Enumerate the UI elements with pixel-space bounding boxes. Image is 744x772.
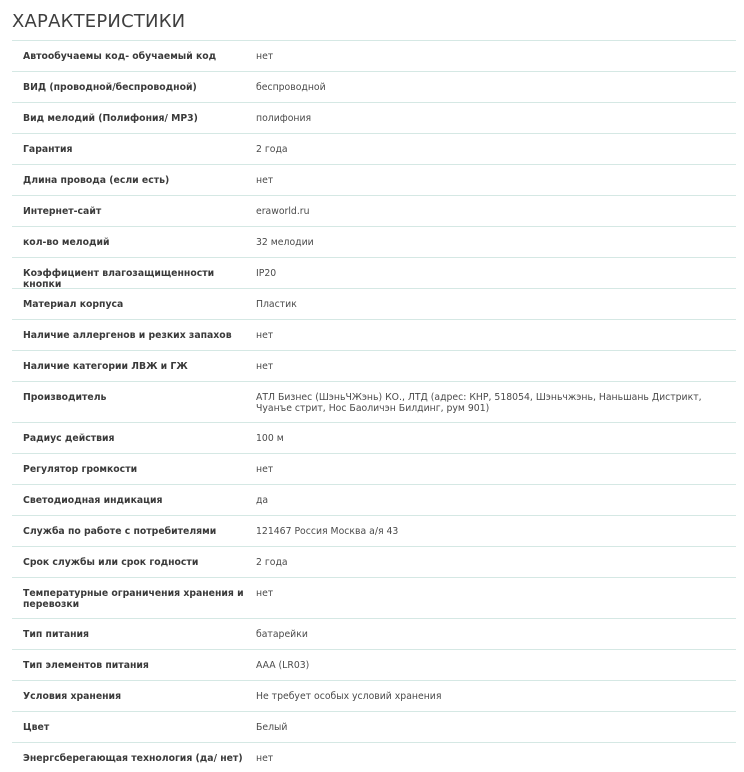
spec-row	[12, 743, 736, 772]
spec-label: Коэффициент влагозащищенности кнопки	[23, 268, 215, 290]
spec-label: Наличие аллергенов и резких запахов	[23, 330, 232, 341]
spec-value: АТЛ Бизнес (ШэньЧЖэнь) КО., ЛТД (адрес: КНР, 518054, Шэньчжэнь, Наньшань Дистрикт, Чуанъе стрит, Нос Баоличэн Билдинг, рум 901)	[256, 392, 702, 414]
spec-value: AAA (LR03)	[256, 660, 310, 671]
spec-label: Гарантия	[23, 144, 73, 155]
spec-value: Не требует особых условий хранения	[256, 691, 442, 702]
spec-value: нет	[256, 330, 274, 341]
spec-value: да	[256, 495, 269, 506]
spec-row	[12, 196, 736, 227]
spec-value: 121467 Россия Москва а/я 43	[256, 526, 399, 537]
spec-value: eraworld.ru	[256, 206, 310, 217]
spec-row	[12, 227, 736, 258]
spec-row	[12, 485, 736, 516]
spec-row	[12, 103, 736, 134]
spec-label: Условия хранения	[23, 691, 122, 702]
spec-row	[12, 578, 736, 619]
spec-label: Длина провода (если есть)	[23, 175, 170, 186]
spec-row	[12, 712, 736, 743]
spec-label: Вид мелодий (Полифония/ MP3)	[23, 113, 198, 124]
spec-row	[12, 289, 736, 320]
spec-label: Тип питания	[23, 629, 90, 640]
spec-label: Температурные ограничения хранения и перевозки	[23, 588, 244, 610]
spec-label: Цвет	[23, 722, 50, 733]
spec-label: Светодиодная индикация	[23, 495, 163, 506]
spec-value: нет	[256, 361, 274, 372]
spec-label: Материал корпуса	[23, 299, 124, 310]
spec-row	[12, 72, 736, 103]
spec-row	[12, 423, 736, 454]
spec-label: кол-во мелодий	[23, 237, 110, 248]
spec-label: Радиус действия	[23, 433, 115, 444]
spec-value: Белый	[256, 722, 288, 733]
spec-label: ВИД (проводной/беспроводной)	[23, 82, 197, 93]
spec-row	[12, 134, 736, 165]
spec-value: полифония	[256, 113, 312, 124]
specs-table	[12, 40, 736, 772]
spec-value: 2 года	[256, 144, 288, 155]
spec-row	[12, 547, 736, 578]
spec-label: Производитель	[23, 392, 107, 403]
spec-value: 2 года	[256, 557, 288, 568]
spec-row	[12, 382, 736, 423]
spec-row	[12, 41, 736, 72]
spec-row	[12, 165, 736, 196]
spec-value: Пластик	[256, 299, 297, 310]
spec-value: 32 мелодии	[256, 237, 314, 248]
spec-value: нет	[256, 753, 274, 764]
spec-value: нет	[256, 588, 274, 599]
spec-row	[12, 258, 736, 289]
spec-label: Срок службы или срок годности	[23, 557, 199, 568]
spec-label: Энергсберегающая технология (да/ нет)	[23, 753, 243, 764]
spec-row	[12, 681, 736, 712]
spec-value: нет	[256, 464, 274, 475]
spec-label: Интернет-сайт	[23, 206, 102, 217]
spec-row	[12, 650, 736, 681]
spec-row	[12, 619, 736, 650]
spec-value: беспроводной	[256, 82, 326, 93]
spec-label: Служба по работе с потребителями	[23, 526, 217, 537]
spec-value: 100 м	[256, 433, 284, 444]
spec-row	[12, 320, 736, 351]
spec-label: Автообучаемы код- обучаемый код	[23, 51, 217, 62]
spec-value: нет	[256, 175, 274, 186]
spec-label: Регулятор громкости	[23, 464, 138, 475]
spec-label: Тип элементов питания	[23, 660, 149, 671]
spec-label: Наличие категории ЛВЖ и ГЖ	[23, 361, 188, 372]
spec-row	[12, 454, 736, 485]
spec-value: IP20	[256, 268, 277, 279]
spec-value: батарейки	[256, 629, 308, 640]
spec-value: нет	[256, 51, 274, 62]
page-title: ХАРАКТЕРИСТИКИ	[12, 11, 186, 32]
spec-row	[12, 516, 736, 547]
spec-row	[12, 351, 736, 382]
